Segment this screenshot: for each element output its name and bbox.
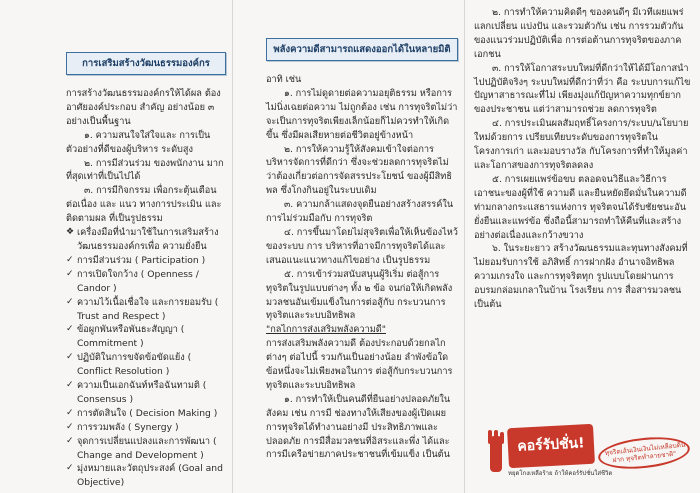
check-icon: ✓ [66,296,74,307]
check-icon: ✓ [66,435,74,446]
heading-goodness: พลังความดีสามารถแสดงออกได้ในหลายมิติ [266,38,458,61]
check-icon: ✓ [66,324,74,335]
paragraph: การสร้างวัฒนธรรมองค์กรให้ได้ผล ต้องอาศัยองค์ประกอบ สำคัญ อย่างน้อย ๓ อย่างเป็นพื้นฐาน [66,88,221,127]
paragraph: ๓. การให้โอกาสระบบใหม่ที่ดีกว่าให้ได้มีโอกาสนำไปปฏิบัติจริงๆ ระบบใหม่ที่ดีกว่าที่ว่า คือ ระบบการแก้ไขปัญหาสาธารณะที่ไม่ เพียงมุ่งแก้ปัญหาความทุกข์ยากของประชาชน แต่ว่าสามารถช่วย ลดการทุจริต [474,62,691,116]
column-culture [0,0,232,493]
paragraph: ๑. การไม่ดูดายต่อความอยุติธรรม หรือการไม่นิ่งเฉยต่อความ ไม่ถูกต้อง เช่น การทุจริตไม่ว่าจะเป็นการทุจริตเพียงเล็กน้อยก็ไม่ควรทำให้เกิดขึ้น ซึ่งมีผลเสียหายต่อชีวิตอยู่ข้างหน้า [266,87,458,141]
heading-culture: การเสริมสร้างวัฒนธรรมองค์กร [66,52,226,75]
paragraph: ๔. การประเมินผลสัมฤทธิ์โครงการ/ระบบ/นโยบายใหม่ด้วยการ เปรียบเทียบระดับของการทุจริตในโครงการเก่า และมอบรางวัล กับโครงการที่ทำให้มูลค่าและโอกาสของการทุจริตลดลง [474,118,689,171]
paragraph: ๓. การมีกิจกรรม เพื่อกระตุ้นเตือน ต่อเนื่อง และ แนว ทางการประเมิน และติดตามผล ที่เป็นรูปธรรม [66,185,222,225]
check-item: ✓ ปฏิบัติในการขจัดข้อขัดแย้ง ( Conflict Resolution ) [66,352,192,378]
paragraph: ๔. การขึ้นมาโดยไม่สุจริตเพื่อให้เห็นข้องไหว้ของระบบ การ บริหารที่อาจมีการทุจริตได้และเสนอแนะแนวทางแก้ไขอย่าง เป็นรูปธรรม [266,226,458,266]
paragraph: ๕. การเข้าร่วมสนับสนุนผู้ริเริ่ม ต่อสู้การทุจริตในรูปแบบต่างๆ ทั้ง ๒ ข้อ จนก่อให้เกิดพลังมวลชนอันเข้มแข็งในการต่อสู้กับ กระบวนการทุจริตและระบบอิทธิพล [266,268,453,322]
check-item: ✓ การรวมพลัง ( Synergy ) [66,421,179,433]
check-icon: ✓ [66,352,74,363]
logo-title: คอร์รัปชั่น! [507,424,595,468]
paragraph: ๑. ความสนใจใส่ใจและ การเป็นตัวอย่างที่ดีของผู้บริหาร ระดับสูง [66,129,211,155]
logo-tagline: หยุดโกงเหลือร้าย ถ้าให้คอร์รัปชั่นใส่ชีวิต [508,470,613,477]
check-icon: ✓ [66,407,74,418]
check-item: ✓ ความเป็นเอกฉันท์หรือฉันทามติ ( Consensus ) [66,380,207,405]
diamond-bullet-icon: ❖ [66,227,75,238]
paragraph: ๖. ในระยะยาว สร้างวัฒนธรรมและทุนทางสังคมที่ไม่ยอมรับการใช้ อภิสิทธิ์ การฝากฝัง อำนาจอิทธิพล ความเกรงใจ และการทุจริตทุก รูปแบบโดยผ่านการอบรมกล่อมเกลาในบ้าน โรงเรียน การ สื่อสารมวลชน เป็นต้น [474,243,688,311]
check-icon: ✓ [66,380,74,391]
paragraph: ๒. การมีส่วนร่วม ของพนักงาน มากที่สุดเท่าที่เป็นไปได้ [66,157,224,183]
check-item: ✓ มุ่งหมายและวัตถุประสงค์ (Goal and Objective) [66,463,223,489]
tools-intro-text: เครื่องมือที่นำมาใช้ในการเสริมสร้างวัฒนธรรมองค์กรเพื่อ ความยั่งยืน [77,227,219,252]
check-icon: ✓ [66,421,74,432]
column-goodness [232,0,464,493]
subheading-mechanism: "กลไกการส่งเสริมพลังความดี" [266,324,386,336]
check-icon: ✓ [66,463,74,474]
paragraph: การส่งเสริมพลังความดี ต้องประกอบด้วยกลไกต่างๆ ต่อไปนี้ รวมกันเป็นอย่างน้อย ลำพังข้อใดข้อหนึ่งจะไม่เพียงพอในการ ต่อสู้กับกระบวนการทุจริตและระบบอิทธิพล [266,338,453,391]
logo-slogan: "ทุจริตเส้นเงินเงินไม่เหลือบดินฝาก ทุจริตทำลายชาติ" [597,433,692,472]
check-item: ✓ การตัดสินใจ ( Decision Making ) [66,407,218,419]
hand-icon [486,430,506,474]
column-mechanisms [464,0,700,493]
paragraph: อาทิ เช่น [266,74,302,85]
paragraph: ๒. การทำให้ความคิดดีๆ ของคนดีๆ มีเวทีเผยแพร่แลกเปลี่ยน แบ่งปัน และรวมตัวกัน เช่น การรวมตัวกันของแนวร่วมปฏิบัติเพื่อ การต่อต้านการทุจริตของภาคเอกชน [474,7,684,60]
check-item: ✓ การเปิดใจกว้าง ( Openness / Candor ) [66,268,199,294]
anti-corruption-logo [486,424,692,484]
paragraph: ๓. ความกล้าแสดงจุดยืนอย่างสร้างสรรค์ในการไม่ร่วมมือกับ การทุจริต [266,199,454,225]
check-item: ✓ ข้อผูกพันหรือพันธะสัญญา ( Commitment ) [66,324,185,350]
paragraph: ๕. การเผยแพร่ข้อขบ ตลอดจนวิธีและวิธีการเอาชนะของผู้ที่ใช้ ความดี และยืนหยัดยึดมั่นในความดีท่ามกลางกระแสธารแห่งการ ทุจริตจนได้รับชัยชนะอันยั่งยืนและแพร่ข้อ ซึ่งถือนี้สามารถทำให้คืนที่และสร้างอย่างต่อเนื่องและกว้างขวาง [474,173,687,241]
check-item: ✓ การมีส่วนร่วม ( Participation ) [66,254,206,266]
paragraph: ๑. การทำให้เป็นคนดีที่ยืนอย่างปลอดภัยในสังคม เช่น การมี ช่องทางให้เสียงของผู้เปิดเผยการทุจริตได้ทำงานอย่างมี ประสิทธิภาพและปลอดภัย การมีสื่อมวลชนที่อิสระและพึ่ง ได้และการมีเครือข่ายภาคประชาชนที่เข้มแข็ง เป็นต้น [266,393,451,461]
paragraph: ๒. การให้ความรู้ให้สังคมเข้าใจต่อการบริหารจัดการที่ดีกว่า ซึ่งจะช่วยลดการทุจริตไม่ว่าต้องเกี่ยวต่อการจัดสรรประโยชน์ ของผู้มีสิทธิพล ซึ่งโกงกินอยู่ในระบบเดิม [266,143,452,197]
check-item: ✓ ความไว้เนื้อเชื่อใจ และการยอมรับ ( Trust and Respect ) [66,296,219,322]
check-icon: ✓ [66,254,74,265]
check-icon: ✓ [66,268,74,279]
tools-intro [66,226,226,254]
check-item: ✓ จุดการเปลี่ยนแปลงและการพัฒนา ( Change and Development ) [66,435,217,461]
